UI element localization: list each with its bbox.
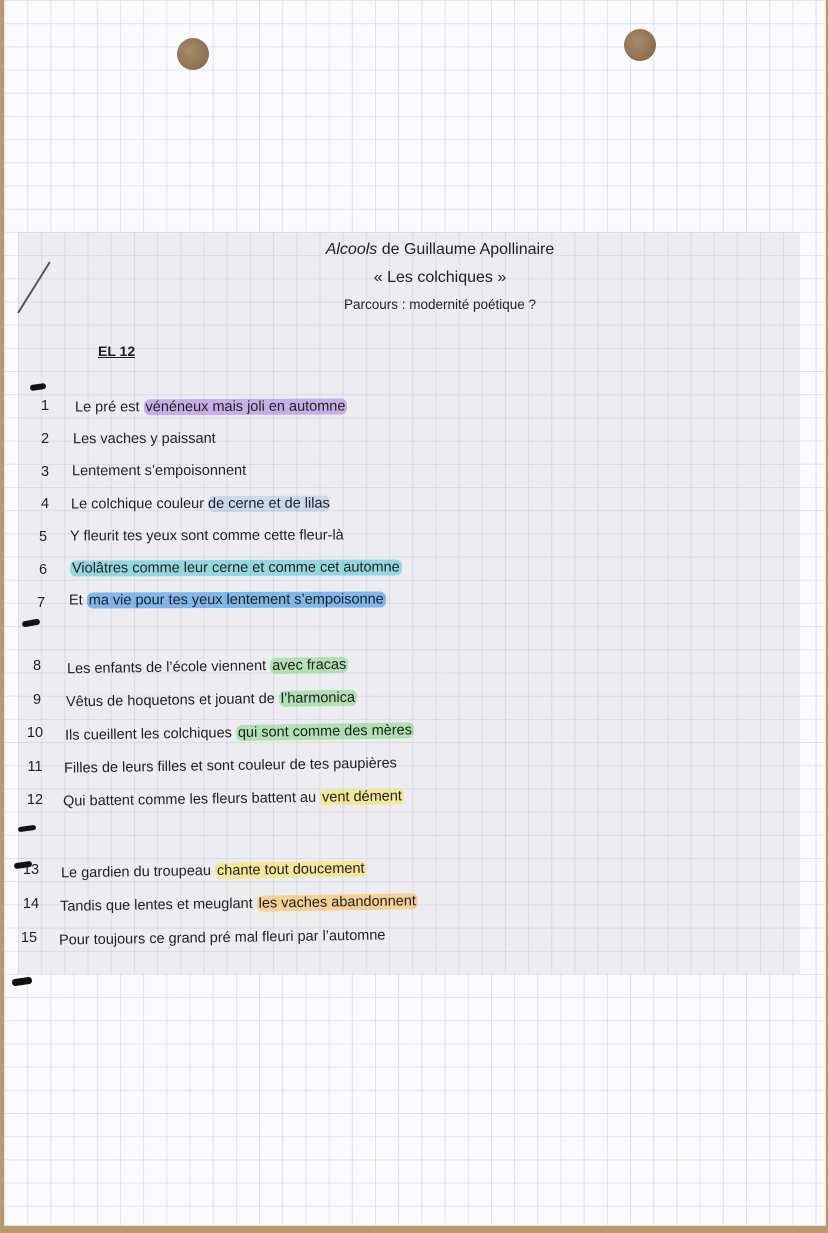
verse-number: 4 [40, 496, 50, 513]
header [300, 236, 580, 318]
verse-number: 3 [40, 463, 50, 480]
verse-line [73, 431, 216, 447]
verse-text: Y fleurit tes yeux sont comme cette fleur-là [69, 527, 344, 545]
highlighted-text: qui sont comme des mères [237, 722, 413, 741]
verse-number: 6 [38, 562, 48, 578]
verse-line [71, 495, 330, 512]
verse-line [69, 592, 386, 609]
poem-title: « Les colchiques » [373, 269, 507, 286]
el-label: EL 12 [98, 343, 136, 359]
verse-text: Vêtus de hoquetons et jouant de [65, 690, 279, 711]
highlighted-text: avec fracas [272, 656, 347, 674]
verse-number: 11 [27, 758, 43, 775]
verse-number: 7 [36, 594, 46, 611]
verse-number: 15 [20, 930, 38, 946]
binder-hole [624, 29, 656, 61]
verse-text: Ils cueillent les colchiques [64, 724, 237, 744]
verse-number: 9 [32, 691, 42, 708]
highlighted-text: de cerne et de lilas [208, 495, 330, 512]
verse-line [75, 399, 347, 416]
verse-text: Pour toujours ce grand pré mal fleuri par l’automne [58, 927, 386, 949]
verse-text: Le colchique couleur [70, 495, 209, 513]
verse-text: Qui battent comme les fleurs battent au [62, 789, 321, 810]
verse-line [70, 559, 402, 576]
verse-text: Le pré est [74, 399, 144, 416]
verse-line [70, 527, 344, 544]
verse-text: Les enfants de l’école viennent [66, 658, 271, 678]
highlighted-text: Violâtres comme leur cerne et comme cet automne [70, 559, 402, 576]
verse-text: Le gardien du troupeau [60, 862, 216, 882]
verse-line [72, 463, 246, 480]
highlighted-text: vénéneux mais joli en automne [145, 398, 346, 416]
verse-text: Lentement s’empoisonnent [71, 463, 247, 480]
verse-text: Tandis que lentes et meuglant [59, 896, 257, 916]
verse-number: 13 [22, 862, 40, 878]
verse-number: 14 [22, 896, 40, 912]
verse-number: 8 [32, 658, 42, 674]
binder-hole [177, 38, 209, 70]
parcours-label: Parcours : modernité poétique ? [343, 297, 537, 312]
highlighted-text: chante tout doucement [216, 860, 365, 879]
verse-text: Les vaches y paissant [72, 430, 216, 448]
verse-number: 1 [40, 398, 50, 414]
highlighted-text: vent dément [321, 787, 403, 806]
verse-number: 12 [26, 792, 44, 808]
verse-number: 5 [38, 529, 48, 546]
verse-text: Et [68, 592, 87, 609]
highlighted-text: les vaches abandonnent [258, 893, 417, 913]
verse-number: 10 [26, 725, 44, 741]
book-title: Alcools de Guillaume Apollinaire [325, 241, 555, 258]
verse-text: Filles de leurs filles et sont couleur de tes paupières [63, 755, 397, 777]
highlighted-text: l’harmonica [280, 689, 356, 707]
verse-number: 2 [40, 430, 50, 447]
highlighted-text: ma vie pour tes yeux lentement s’empoisonne [88, 591, 384, 609]
